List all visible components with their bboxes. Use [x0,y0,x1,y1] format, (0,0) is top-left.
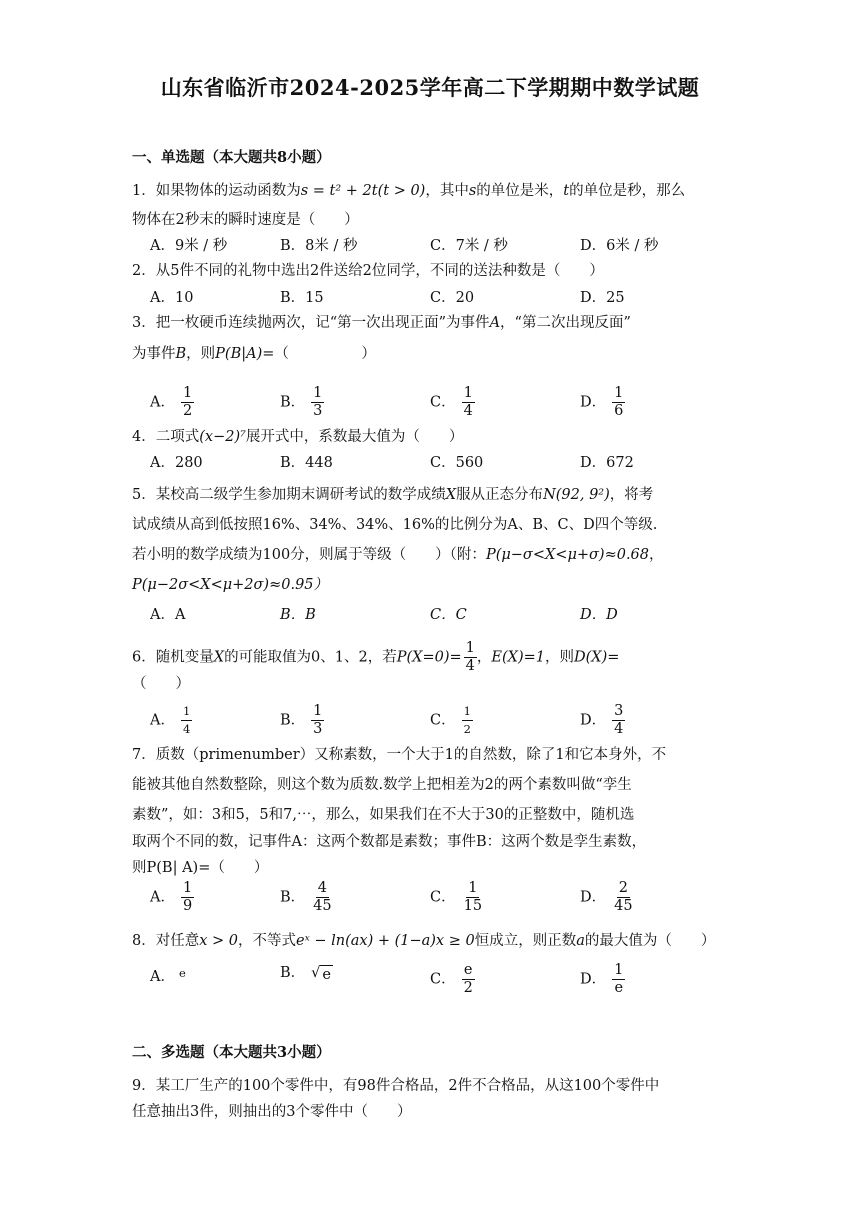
q7-line2: 能被其他自然数整除，则这个数为质数.数学上把相差为2的两个素数叫做“孪生 [132,777,632,793]
q8-option-b[interactable]: B． √ e [280,962,333,984]
q4-option-a[interactable]: A．280 [150,455,203,471]
q1-line2: 物体在2秒末的瞬时速度是（ ） [132,212,359,228]
q1-option-d[interactable]: D．6米 / 秒 [580,238,659,254]
q7-line3: 素数”，如：3和5，5和7,⋯，那么，如果我们在不大于30的正整数中，随机选 [132,807,635,823]
q4-option-c[interactable]: C．560 [430,455,484,471]
q4-option-d[interactable]: D．672 [580,455,634,471]
q6-option-c[interactable]: C． $\frac{1}{2}$ [430,704,471,736]
q5-option-b[interactable]: B．B [280,607,316,623]
q5-line2: 试成绩从高到低按照16%、34%、34%、16%的比例分为A、B、C、D四个等级. [132,517,658,533]
q5-options [150,604,730,626]
q6-line1: 6．随机变量X的可能取值为0、1、2，若P(X=0)= $\frac{1}{4}$ ，E(X)=1，则D(X)= [132,640,620,674]
q8-options [150,962,730,1002]
q1-line1: 1．如果物体的运动函数为s = t² + 2t(t > 0)，其中s的单位是米，t的单位是秒，那么 [132,183,686,199]
q5-line1: 5．某校高二级学生参加期末调研考试的数学成绩X服从正态分布N(92, 9²)，将考 [132,487,654,503]
q7-options [150,880,730,920]
q8-option-d[interactable]: D． $\frac{1}{e}$ [580,962,624,996]
q3-line2: 为事件B，则P(B|A)=（ ） [132,346,376,362]
q1-option-a[interactable]: A．9米 / 秒 [150,238,228,254]
section-multi-choice: 二、多选题（本大题共3小题） [132,1044,331,1061]
q4-line1: 4．二项式(x−2)⁷展开式中，系数最大值为（ ） [132,429,464,445]
q2-line1: 2．从5件不同的礼物中选出2件送给2位同学，不同的送法种数是（ ） [132,263,604,279]
q9-line1: 9．某工厂生产的100个零件中，有98件合格品，2件不合格品，从这100个零件中 [132,1078,660,1094]
q2-option-c[interactable]: C．20 [430,290,475,306]
q3-options [150,385,730,425]
q5-line3: 若小明的数学成绩为100分，则属于等级（ ）（附：P(μ−σ<X<μ+σ)≈0.68， [132,547,664,563]
q2-option-a[interactable]: A．10 [150,290,194,306]
q2-options [150,287,730,309]
q5-line4: P(μ−2σ<X<μ+2σ)≈0.95） [132,577,329,593]
q9-line2: 任意抽出3件，则抽出的3个零件中（ ） [132,1104,412,1120]
q7-line4: 取两个不同的数，记事件A：这两个数都是素数；事件B：这两个数是孪生素数， [132,834,647,850]
q6-options [150,703,730,743]
section-single-choice: 一、单选题（本大题共8小题） [132,149,331,166]
q7-option-c[interactable]: C． $\frac{1}{15}$ [430,880,483,914]
q1-option-b[interactable]: B．8米 / 秒 [280,238,358,254]
q6-line2: （ ） [132,676,190,692]
page-title: 山东省临沂市2024-2025学年高二下学期期中数学试题 [160,75,700,100]
q2-option-b[interactable]: B．15 [280,290,324,306]
q7-option-b[interactable]: B． $\frac{4}{45}$ [280,880,332,914]
q8-line1: 8．对任意x > 0，不等式eˣ − ln(ax) + (1−a)x ≥ 0恒成立，则正数a的最大值为（ ） [132,933,716,949]
q7-option-a[interactable]: A． $\frac{1}{9}$ [150,880,193,914]
q7-option-d[interactable]: D． $\frac{2}{45}$ [580,880,633,914]
q3-line1: 3．把一枚硬币连续抛两次，记“第一次出现正面”为事件A，“第二次出现反面” [132,315,631,331]
q3-option-c[interactable]: C． $\frac{1}{4}$ [430,385,473,419]
q3-option-a[interactable]: A． $\frac{1}{2}$ [150,385,193,419]
q1-option-c[interactable]: C．7米 / 秒 [430,238,508,254]
q2-option-d[interactable]: D．25 [580,290,625,306]
q5-option-a[interactable]: A．A [150,607,186,623]
q1-options [150,235,730,257]
q4-option-b[interactable]: B．448 [280,455,333,471]
q4-options [150,452,730,474]
q6-option-d[interactable]: D． $\frac{3}{4}$ [580,703,624,737]
q3-option-b[interactable]: B． $\frac{1}{3}$ [280,385,323,419]
q5-option-c[interactable]: C．C [430,607,467,623]
q5-option-d[interactable]: D．D [580,607,618,623]
q7-line5: 则P(B| A)=（ ） [132,860,269,876]
q8-option-c[interactable]: C． $\frac{e}{2}$ [430,962,473,996]
sqrt-icon: √ [311,965,321,981]
q6-option-b[interactable]: B． $\frac{1}{3}$ [280,703,323,737]
q6-option-a[interactable]: A． $\frac{1}{4}$ [150,704,191,736]
q3-option-d[interactable]: D． $\frac{1}{6}$ [580,385,624,419]
q8-option-a[interactable]: A． $^e$ [150,966,186,985]
q7-line1: 7．质数（primenumber）又称素数，一个大于1的自然数，除了1和它本身外，不 [132,747,667,763]
